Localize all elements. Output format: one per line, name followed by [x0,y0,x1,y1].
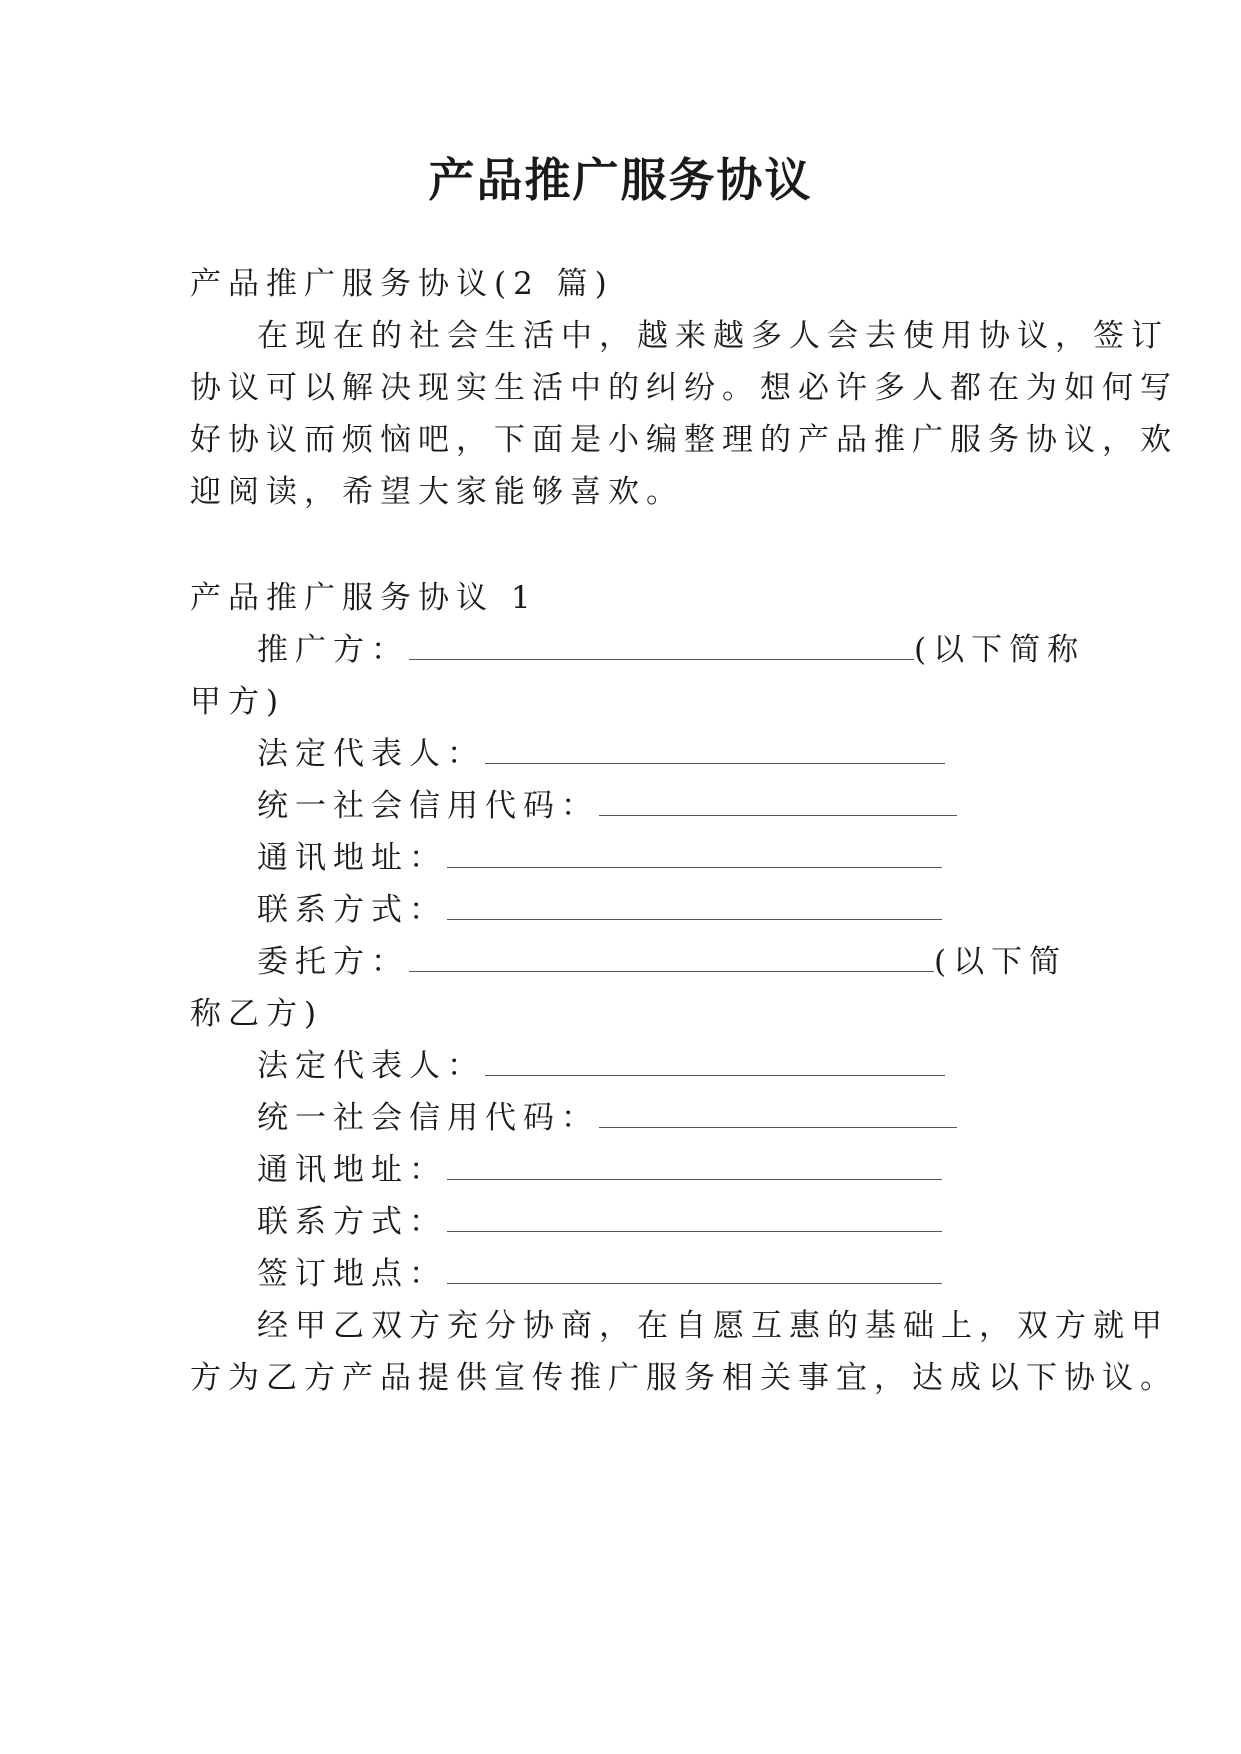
party-a-line [257,628,1085,672]
party-b-line [257,940,1067,984]
party-b-continuation: 称乙方) [190,996,324,1032]
party-b-legal-rep-line [257,1044,945,1088]
party-a-continuation: 甲方) [190,684,286,720]
party-b-label: 委托方： [257,944,409,980]
party-a-contact-label: 联系方式： [257,892,447,928]
intro-line-4: 迎阅读，希望大家能够喜欢。 [190,474,684,510]
party-b-contact-label: 联系方式： [257,1204,447,1240]
party-b-credit-code-label: 统一社会信用代码： [257,1100,599,1136]
intro-line-1: 在现在的社会生活中，越来越多人会去使用协议，签订 [257,318,1169,354]
party-a-name-blank[interactable] [409,631,914,660]
party-b-credit-code-line [257,1096,957,1140]
party-b-credit-code-blank[interactable] [599,1099,957,1128]
party-a-credit-code-label: 统一社会信用代码： [257,788,599,824]
party-a-address-label: 通讯地址： [257,840,447,876]
party-b-contact-blank[interactable] [447,1203,942,1232]
party-b-contact-line [257,1200,942,1244]
party-b-address-label: 通讯地址： [257,1152,447,1188]
party-a-suffix: (以下简称 [914,632,1086,668]
intro-line-2: 协议可以解决现实生活中的纠纷。想必许多人都在为如何写 [190,370,1178,406]
signing-place-line [257,1252,942,1296]
party-a-legal-rep-label: 法定代表人： [257,736,485,772]
party-b-address-line [257,1148,942,1192]
party-b-suffix: (以下简 [934,944,1068,980]
intro-line-3: 好协议而烦恼吧，下面是小编整理的产品推广服务协议，欢 [190,422,1178,458]
section-heading: 产品推广服务协议 1 [190,580,538,616]
party-b-legal-rep-blank[interactable] [485,1047,945,1076]
party-b-name-blank[interactable] [409,943,934,972]
signing-place-blank[interactable] [447,1255,942,1284]
party-a-legal-rep-line [257,732,945,776]
party-a-credit-code-blank[interactable] [599,787,957,816]
party-b-address-blank[interactable] [447,1151,942,1180]
party-a-contact-line [257,888,942,932]
party-a-label: 推广方： [257,632,409,668]
closing-line-1: 经甲乙双方充分协商，在自愿互惠的基础上，双方就甲 [257,1308,1169,1344]
party-a-legal-rep-blank[interactable] [485,735,945,764]
party-a-address-line [257,836,942,880]
closing-line-2: 方为乙方产品提供宣传推广服务相关事宜，达成以下协议。 [190,1360,1178,1396]
party-a-credit-code-line [257,784,957,828]
document-title: 产品推广服务协议 [428,153,813,207]
signing-place-label: 签订地点： [257,1256,447,1292]
document-subtitle: 产品推广服务协议(2 篇) [190,266,614,302]
party-a-address-blank[interactable] [447,839,942,868]
party-a-contact-blank[interactable] [447,891,942,920]
party-b-legal-rep-label: 法定代表人： [257,1048,485,1084]
